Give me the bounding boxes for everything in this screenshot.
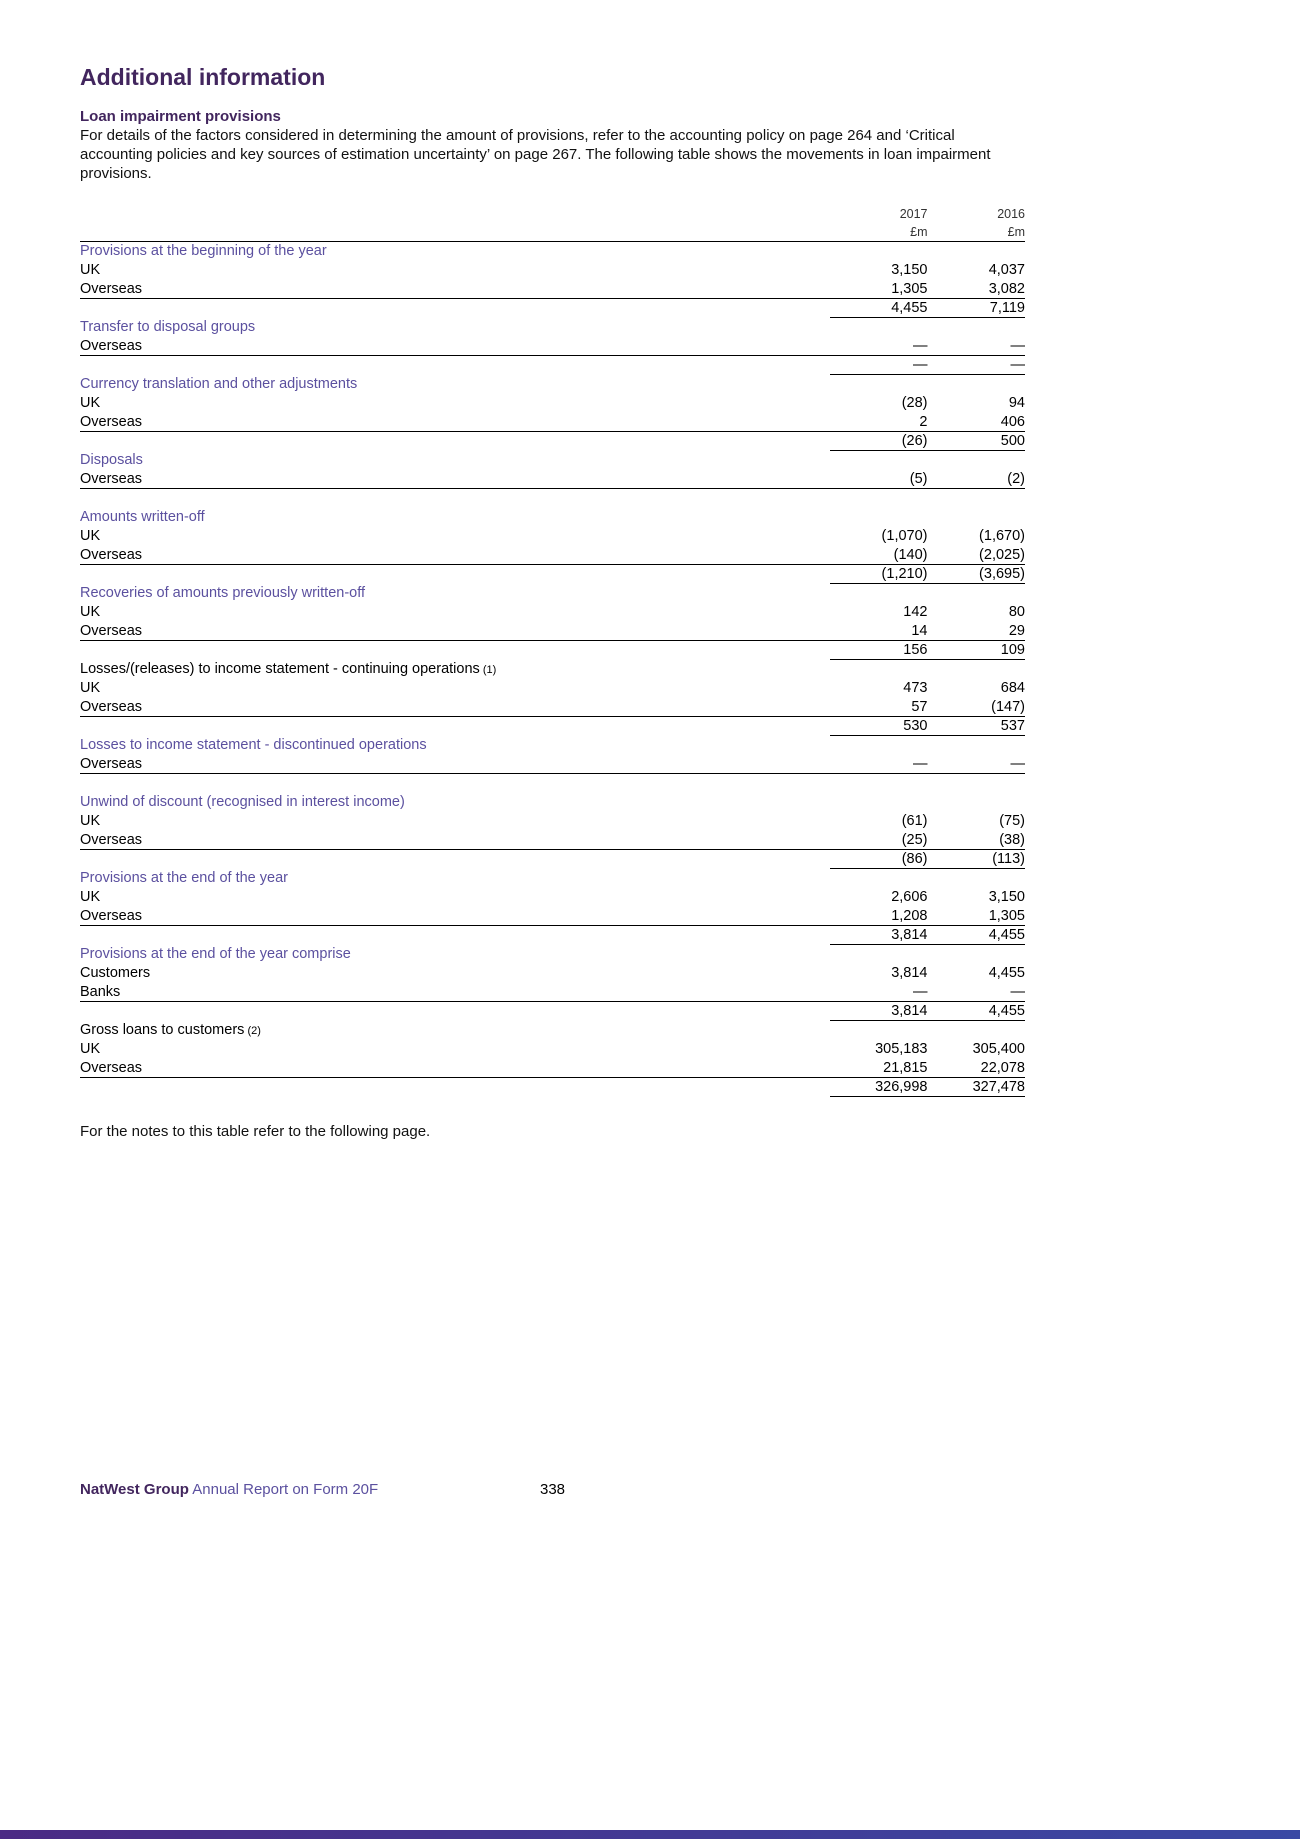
value-2016 (928, 945, 1026, 964)
col-header-year-2017: 2017 (899, 207, 928, 221)
row-label (80, 717, 830, 736)
value-2017: 4,455 (891, 300, 928, 316)
row-label: Overseas (80, 623, 143, 639)
value-2016 (928, 508, 1026, 527)
table-row-data (80, 261, 1025, 280)
row-values (830, 584, 1025, 603)
row-values (830, 1078, 1025, 1097)
row-values (830, 261, 1025, 280)
value-2017: — (913, 338, 928, 354)
row-label: Overseas (80, 547, 143, 563)
value-2017: 21,815 (883, 1060, 928, 1076)
value-2016: — (1010, 338, 1025, 354)
table-row-section (80, 869, 1025, 888)
brand-color-bar (0, 1830, 1300, 1839)
row-label: Unwind of discount (recognised in interest income) (80, 794, 405, 810)
value-2016: 4,037 (988, 262, 1025, 278)
value-2017: 3,814 (891, 1003, 928, 1019)
table-row-data (80, 280, 1025, 299)
row-label (80, 641, 830, 660)
table-row-data (80, 337, 1025, 356)
row-label: Gross loans to customers (2) (80, 1022, 261, 1038)
table-row-total (80, 850, 1025, 869)
row-label (80, 565, 830, 584)
row-values (830, 451, 1025, 470)
row-values (830, 1021, 1025, 1040)
value-2016 (928, 451, 1026, 470)
table-row-data (80, 983, 1025, 1002)
row-label: UK (80, 395, 101, 411)
table-row-total (80, 1002, 1025, 1021)
row-label (80, 299, 830, 318)
table-body (80, 242, 1025, 1097)
table-row-total (80, 926, 1025, 945)
page-footer (80, 1481, 1025, 1498)
row-values (830, 793, 1025, 812)
value-2016: 537 (1000, 718, 1025, 734)
value-2017: (140) (893, 547, 928, 563)
table-row-total (80, 565, 1025, 584)
table-header-years (80, 205, 1025, 223)
value-2017 (830, 660, 928, 679)
row-values (830, 1040, 1025, 1059)
row-label: UK (80, 604, 101, 620)
value-2017 (830, 584, 928, 603)
value-2017: 3,814 (891, 927, 928, 943)
col-header-unit-2017: £m (910, 225, 928, 239)
row-label: Overseas (80, 471, 143, 487)
row-values (830, 413, 1025, 432)
row-label: Losses/(releases) to income statement - continuing operations (1) (80, 661, 497, 677)
row-values (830, 508, 1025, 527)
value-2016: (1,670) (979, 528, 1025, 544)
value-2016: 7,119 (989, 300, 1025, 316)
row-label: Banks (80, 984, 121, 1000)
table-row-section (80, 508, 1025, 527)
value-2017: 1,305 (891, 281, 928, 297)
value-2016: (147) (991, 699, 1025, 715)
table-row-total (80, 356, 1025, 375)
table-row-section (80, 451, 1025, 470)
row-label: Currency translation and other adjustments (80, 376, 358, 392)
table-row-data (80, 546, 1025, 565)
table-row-spacer (80, 774, 1025, 793)
row-label: Overseas (80, 281, 143, 297)
row-values (830, 622, 1025, 641)
value-2016: 4,455 (988, 965, 1025, 981)
row-label: Customers (80, 965, 151, 981)
table-row-total (80, 299, 1025, 318)
value-2016: 500 (1000, 433, 1025, 449)
value-2017: 326,998 (875, 1079, 928, 1095)
value-2017 (830, 1021, 928, 1040)
value-2016: 3,082 (988, 281, 1025, 297)
value-2017: — (913, 984, 928, 1000)
value-2016: 94 (1008, 395, 1025, 411)
value-2016 (928, 793, 1026, 812)
value-2016: 406 (1000, 414, 1025, 430)
row-label: Losses to income statement - discontinued operations (80, 737, 427, 753)
row-values (830, 926, 1025, 945)
page-title: Additional information (80, 64, 326, 90)
value-2016: 684 (1000, 680, 1025, 696)
row-label (80, 489, 830, 508)
value-2017: 1,208 (891, 908, 928, 924)
value-2017: 156 (903, 642, 928, 658)
table-row-section (80, 375, 1025, 394)
value-2016: 305,400 (972, 1041, 1025, 1057)
value-2017: 305,183 (875, 1041, 928, 1057)
value-2017: 3,150 (891, 262, 928, 278)
footer-branding (80, 1481, 1025, 1498)
row-label: UK (80, 680, 101, 696)
table-row-total (80, 1078, 1025, 1097)
row-values (830, 1002, 1025, 1021)
value-2016: 4,455 (988, 1003, 1025, 1019)
header-units-nums (830, 223, 1025, 241)
value-2017 (830, 736, 928, 755)
value-2017: (28) (901, 395, 928, 411)
value-2016: 80 (1008, 604, 1025, 620)
header-spacer (80, 205, 830, 223)
value-2017: (5) (909, 471, 928, 487)
row-label: Overseas (80, 1060, 143, 1076)
value-2016 (928, 1021, 1026, 1040)
value-2017 (830, 774, 928, 793)
row-label: Recoveries of amounts previously written-off (80, 585, 366, 601)
table-row-section (80, 242, 1025, 261)
table-row-data (80, 603, 1025, 622)
row-values (830, 983, 1025, 1002)
value-2017 (830, 489, 928, 508)
table-row-data (80, 812, 1025, 831)
value-2016: (3,695) (979, 566, 1025, 582)
row-label: Provisions at the end of the year comprise (80, 946, 351, 962)
col-header-unit-2016: £m (1007, 225, 1025, 239)
table-row-total (80, 432, 1025, 451)
value-2017 (830, 869, 928, 888)
value-2016: — (1010, 357, 1025, 373)
value-2017 (830, 508, 928, 527)
value-2017: (1,070) (881, 528, 928, 544)
value-2016: 22,078 (980, 1060, 1025, 1076)
row-values (830, 641, 1025, 660)
row-values (830, 1059, 1025, 1078)
value-2016: — (1010, 756, 1025, 772)
row-values (830, 831, 1025, 850)
value-2017: 14 (911, 623, 928, 639)
loan-impairment-table (80, 205, 1025, 1097)
table-row-section (80, 584, 1025, 603)
value-2016 (928, 242, 1026, 261)
col-header-year-2016: 2016 (997, 207, 1025, 221)
table-row-spacer (80, 489, 1025, 508)
row-values (830, 945, 1025, 964)
row-label: UK (80, 813, 101, 829)
table-row-data (80, 755, 1025, 774)
value-2017: (86) (901, 851, 928, 867)
row-values (830, 850, 1025, 869)
value-2017: 473 (903, 680, 928, 696)
row-values (830, 546, 1025, 565)
table-row-data (80, 622, 1025, 641)
row-values (830, 489, 1025, 508)
row-label (80, 1078, 830, 1097)
value-2016: 4,455 (988, 927, 1025, 943)
section-heading: Loan impairment provisions (80, 108, 281, 125)
value-2016: (75) (999, 813, 1025, 829)
footer-brand-name: NatWest Group (80, 1481, 189, 1498)
table-row-section (80, 660, 1025, 679)
value-2017: (26) (901, 433, 928, 449)
row-label: UK (80, 528, 101, 544)
row-label (80, 926, 830, 945)
row-values (830, 432, 1025, 451)
table-row-data (80, 394, 1025, 413)
row-values (830, 527, 1025, 546)
value-2016: 3,150 (988, 889, 1025, 905)
value-2017: 2 (919, 414, 928, 430)
footer-report-title: Annual Report on Form 20F (192, 1481, 379, 1498)
value-2017: 57 (911, 699, 928, 715)
row-label (80, 432, 830, 451)
row-values (830, 280, 1025, 299)
row-values (830, 869, 1025, 888)
value-2016: 327,478 (972, 1079, 1025, 1095)
table-row-data (80, 698, 1025, 717)
row-label: Overseas (80, 756, 143, 772)
row-values (830, 717, 1025, 736)
value-2016 (928, 318, 1026, 337)
value-2017: 530 (903, 718, 928, 734)
row-values (830, 660, 1025, 679)
header-years-nums (830, 205, 1025, 223)
table-row-section (80, 318, 1025, 337)
value-2017: 3,814 (891, 965, 928, 981)
value-2016: 29 (1008, 623, 1025, 639)
table-row-data (80, 527, 1025, 546)
table-row-section (80, 793, 1025, 812)
table-row-data (80, 413, 1025, 432)
value-2017: 142 (903, 604, 928, 620)
row-label (80, 1002, 830, 1021)
row-values (830, 299, 1025, 318)
table-row-section (80, 736, 1025, 755)
row-values (830, 907, 1025, 926)
row-label: Provisions at the beginning of the year (80, 243, 327, 259)
row-label: Overseas (80, 908, 143, 924)
value-2017 (830, 375, 928, 394)
row-values (830, 565, 1025, 584)
row-label: UK (80, 889, 101, 905)
row-label: Overseas (80, 832, 143, 848)
value-2016: (38) (999, 832, 1025, 848)
table-row-data (80, 907, 1025, 926)
value-2016 (928, 660, 1026, 679)
row-label: Overseas (80, 414, 143, 430)
row-label: UK (80, 1041, 101, 1057)
value-2017: (1,210) (881, 566, 928, 582)
value-2017: (25) (901, 832, 928, 848)
header-spacer (80, 223, 830, 241)
value-2016: — (1010, 984, 1025, 1000)
table-row-total (80, 641, 1025, 660)
value-2016 (928, 869, 1026, 888)
row-label: Disposals (80, 452, 143, 468)
table-row-section (80, 1021, 1025, 1040)
table-row-data (80, 679, 1025, 698)
value-2016 (928, 736, 1026, 755)
table-header-units (80, 223, 1025, 241)
value-2017: — (913, 357, 928, 373)
table-header (80, 205, 1025, 242)
row-label: Transfer to disposal groups (80, 319, 256, 335)
row-label (80, 774, 830, 793)
table-note: For the notes to this table refer to the following page. (80, 1123, 431, 1140)
row-label: Overseas (80, 338, 143, 354)
row-values (830, 679, 1025, 698)
row-values (830, 337, 1025, 356)
table-row-data (80, 831, 1025, 850)
table-row-data (80, 1040, 1025, 1059)
value-2017: (61) (901, 813, 928, 829)
footnote-marker: (1) (479, 664, 497, 676)
row-values (830, 888, 1025, 907)
row-label: Amounts written-off (80, 509, 205, 525)
row-values (830, 774, 1025, 793)
value-2016: (2,025) (979, 547, 1025, 563)
footnote-marker: (2) (244, 1025, 261, 1037)
value-2016 (928, 375, 1026, 394)
row-values (830, 394, 1025, 413)
value-2016: 1,305 (988, 908, 1025, 924)
value-2017: — (913, 756, 928, 772)
value-2017 (830, 242, 928, 261)
row-values (830, 318, 1025, 337)
row-values (830, 812, 1025, 831)
value-2017 (830, 945, 928, 964)
row-label: Overseas (80, 699, 143, 715)
table-row-section (80, 945, 1025, 964)
row-values (830, 964, 1025, 983)
row-values (830, 242, 1025, 261)
value-2017 (830, 318, 928, 337)
value-2016: (2) (1007, 471, 1025, 487)
table-row-data (80, 888, 1025, 907)
value-2017: 2,606 (891, 889, 928, 905)
row-label: UK (80, 262, 101, 278)
value-2017 (830, 793, 928, 812)
value-2016: 109 (1000, 642, 1025, 658)
table-row-total (80, 717, 1025, 736)
row-values (830, 736, 1025, 755)
row-label: Provisions at the end of the year (80, 870, 288, 886)
row-values (830, 603, 1025, 622)
row-values (830, 356, 1025, 375)
row-values (830, 698, 1025, 717)
table-row-data (80, 470, 1025, 489)
row-values (830, 755, 1025, 774)
value-2016 (928, 489, 1026, 508)
row-label (80, 356, 830, 375)
table-row-data (80, 964, 1025, 983)
page-number: 338 (539, 1481, 566, 1498)
value-2016 (928, 774, 1026, 793)
row-label (80, 850, 830, 869)
intro-paragraph: For details of the factors considered in determining the amount of provisions, refer to the accounting policy on page 264 and ‘Critical accounting policies and key sources of estimation uncertainty’ on page 267. The following table shows the movements in loan impairment provisions. (80, 127, 991, 182)
row-values (830, 375, 1025, 394)
table-row-data (80, 1059, 1025, 1078)
value-2016: (113) (992, 851, 1025, 867)
value-2017 (830, 451, 928, 470)
row-values (830, 470, 1025, 489)
value-2016 (928, 584, 1026, 603)
